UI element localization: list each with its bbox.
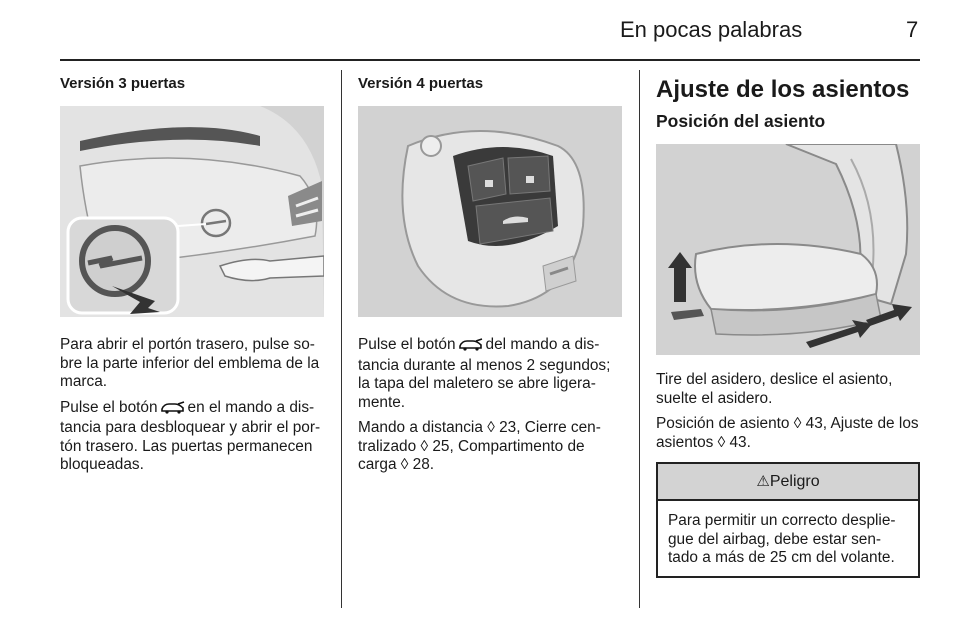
car-trunk-icon	[459, 338, 483, 357]
header-divider	[60, 59, 920, 61]
column-3-door	[60, 75, 324, 482]
tailgate-emblem-illustration	[60, 106, 324, 317]
danger-text: Para permitir un correcto desplie-gue del airbag, debe estar sen-tado a más de 25 cm del volante.	[668, 512, 896, 566]
subheading-4-door: Versión 4 puertas	[358, 75, 484, 92]
car-trunk-icon	[161, 401, 185, 420]
section-subheading: Posición del asiento	[656, 111, 826, 131]
remote-key-illustration	[358, 106, 622, 317]
section-heading: Ajuste de los asientos	[656, 76, 910, 103]
page-number: 7	[906, 17, 919, 42]
paragraph-open-tailgate: Para abrir el portón trasero, pulse so-bre la parte inferior del emblema de la marca.	[60, 336, 320, 390]
column-4-door	[358, 75, 622, 482]
danger-box	[656, 462, 920, 578]
paragraph-seat-references: Posición de asiento ◊ 43, Ajuste de los asientos ◊ 43.	[656, 415, 919, 451]
warning-triangle-icon: ⚠	[756, 473, 770, 490]
column-seat-adjustment	[656, 75, 920, 578]
paragraph-key-button-4-door: Pulse el botón del mando a dis-tancia durante al menos 2 segundos; la tapa del maletero se abre ligera-mente.	[358, 336, 611, 411]
column-divider	[341, 70, 342, 608]
paragraph-references: Mando a distancia ◊ 23, Cierre cen-tralizado ◊ 25, Compartimento de carga ◊ 28.	[358, 419, 601, 473]
paragraph-seat-instruction: Tire del asidero, deslice el asiento, suelte el asidero.	[656, 371, 893, 407]
danger-box-body	[658, 501, 918, 576]
paragraph-key-button: Pulse el botón en el mando a dis-tancia para desbloquear y abrir el por-tón trasero. Las puertas permanecen bloqueadas.	[60, 398, 321, 473]
subheading-3-door: Versión 3 puertas	[60, 75, 186, 92]
seat-position-illustration	[656, 144, 920, 355]
danger-box-header	[658, 464, 918, 501]
column-divider	[639, 70, 640, 608]
danger-title: Peligro	[769, 473, 820, 490]
page-header-title: En pocas palabras	[620, 17, 803, 42]
